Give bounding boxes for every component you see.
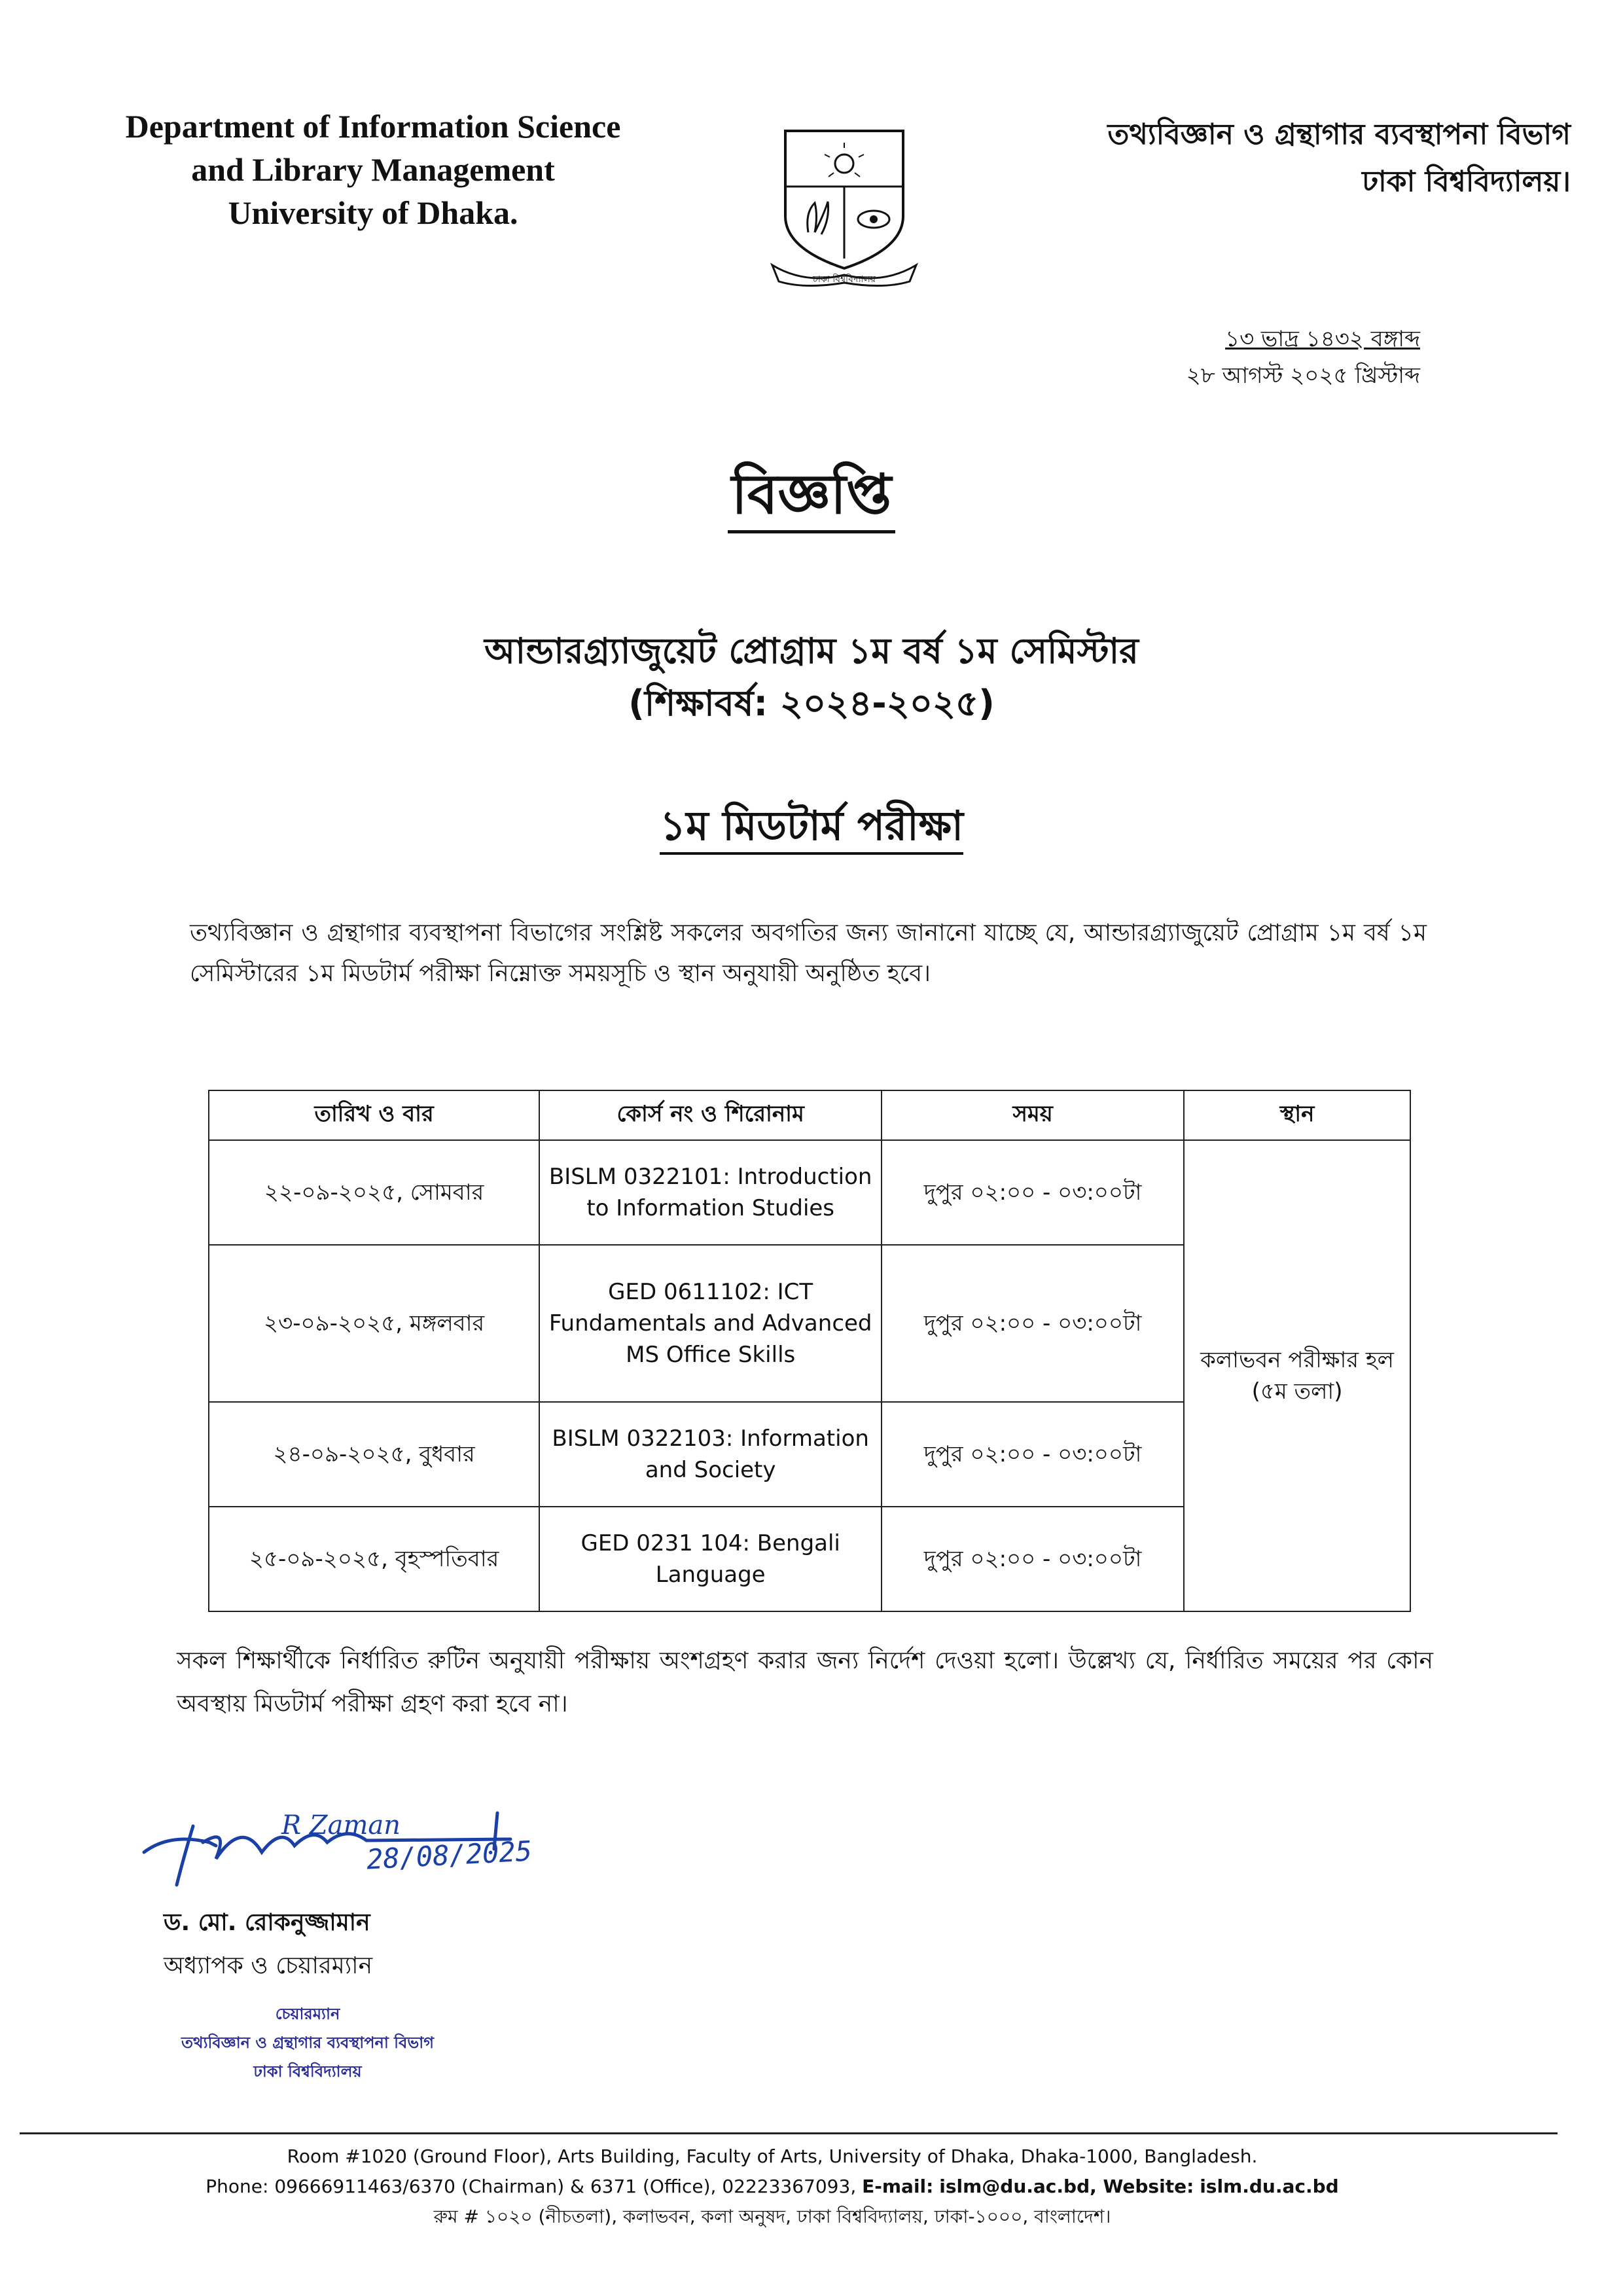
course-cell: GED 0611102: ICT Fundamentals and Advanced MS Office Skills	[539, 1245, 882, 1402]
exam-title-text: ১ম মিডটার্ম পরীক্ষা	[660, 802, 963, 855]
exam-title	[0, 795, 1623, 863]
bangla-letterhead-line: ঢাকা বিশ্ববিদ্যালয়।	[1362, 165, 1571, 198]
website-link[interactable]: islm.du.ac.bd	[1200, 2176, 1339, 2197]
english-letterhead-line: Department of Information Science	[125, 108, 621, 145]
course-cell: BISLM 0322101: Introduction to Information Studies	[539, 1140, 882, 1245]
signature-name-handwriting: R Zaman	[281, 1810, 401, 1840]
intro-paragraph: তথ্যবিজ্ঞান ও গ্রন্থাগার ব্যবস্থাপনা বিভাগের সংশ্লিষ্ট সকলের অবগতির জন্য জানানো যাচ্ছে যে, আন্ডারগ্র্যাজুয়েট প্রোগ্রাম ১ম বর্ষ ১ম সেমিস্টারের ১ম মিডটার্ম পরীক্ষা নিম্নোক্ত সময়সূচি ও স্থান অনুযায়ী অনুষ্ঠিত হবে।	[190, 920, 1427, 987]
time-cell: দুপুর ০২:০০ - ০৩:০০টা	[882, 1507, 1184, 1611]
bangla-calendar-date: ১৩ ভাদ্র ১৪৩২ বঙ্গাব্দ	[1225, 326, 1420, 352]
date-cell: ২৩-০৯-২০২৫, মঙ্গলবার	[209, 1245, 539, 1402]
english-letterhead-line: University of Dhaka.	[228, 194, 518, 231]
signature-date: 28/08/2025	[365, 1835, 533, 1876]
program-heading	[0, 625, 1623, 730]
time-cell: দুপুর ০২:০০ - ০৩:০০টা	[882, 1402, 1184, 1507]
program-line: আন্ডারগ্র্যাজুয়েট প্রোগ্রাম ১ম বর্ষ ১ম সেমিস্টার	[484, 630, 1139, 672]
header-course: কোর্স নং ও শিরোনাম	[539, 1090, 882, 1140]
notice-title	[0, 452, 1623, 544]
notice-title-text: বিজ্ঞপ্তি	[728, 462, 895, 533]
gregorian-date: ২৮ আগস্ট ২০২৫ খ্রিস্টাব্দ	[1186, 363, 1420, 389]
time-cell: দুপুর ০২:০০ - ০৩:০০টা	[882, 1140, 1184, 1245]
email-link[interactable]: islm@du.ac.bd	[939, 2176, 1090, 2197]
time-cell: দুপুর ০২:০০ - ০৩:০০টা	[882, 1245, 1184, 1402]
course-cell: GED 0231 104: Bengali Language	[539, 1507, 882, 1611]
venue-cell: কলাভবন পরীক্ষার হল (৫ম তলা)	[1184, 1140, 1410, 1611]
bangla-letterhead	[929, 111, 1571, 206]
exam-schedule-table	[208, 1090, 1411, 1612]
bangla-letterhead-line: তথ্যবিজ্ঞান ও গ্রন্থাগার ব্যবস্থাপনা বিভাগ	[1107, 118, 1571, 151]
header-date: তারিখ ও বার	[209, 1090, 539, 1140]
signatory-designation: অধ্যাপক ও চেয়ারম্যান	[164, 1952, 373, 1979]
stamp-line: চেয়ারম্যান	[275, 2005, 340, 2023]
footer-contact: Phone: 09666911463/6370 (Chairman) & 6371 (Office), 02223367093, E-mail: islm@du.ac.bd, Website: islm.du.ac.bd	[205, 2176, 1339, 2197]
date-cell: ২২-০৯-২০২৫, সোমবার	[209, 1140, 539, 1245]
session-line: (শিক্ষাবর্ষ: ২০২৪-২০২৫)	[628, 683, 995, 724]
signatory-name: ড. মো. রোকনুজ্জামান	[164, 1909, 370, 1936]
signatory	[164, 1901, 372, 1988]
table-row	[209, 1140, 1410, 1245]
website-label: Website:	[1103, 2176, 1194, 2197]
stamp-line: ঢাকা বিশ্ববিদ্যালয়	[253, 2062, 362, 2081]
logo-motto: ঢাকা বিশ্ববিদ্যালয়	[812, 274, 876, 285]
notice-date	[982, 321, 1420, 394]
table-header-row	[209, 1090, 1410, 1140]
stamp-line: তথ্যবিজ্ঞান ও গ্রন্থাগার ব্যবস্থাপনা বিভাগ	[181, 2034, 434, 2052]
footer-divider	[20, 2132, 1558, 2134]
footer-phone: Phone: 09666911463/6370 (Chairman) & 6371 (Office), 02223367093,	[205, 2176, 863, 2197]
date-cell: ২৪-০৯-২০২৫, বুধবার	[209, 1402, 539, 1507]
english-letterhead	[59, 105, 687, 234]
header-time: সময়	[882, 1090, 1184, 1140]
official-stamp	[160, 2000, 455, 2086]
course-cell: BISLM 0322103: Information and Society	[539, 1402, 882, 1507]
header-venue: স্থান	[1184, 1090, 1410, 1140]
footer-bangla-address: রুম # ১০২০ (নীচতলা), কলাভবন, কলা অনুষদ, ঢাকা বিশ্ববিদ্যালয়, ঢাকা-১০০০, বাংলাদেশ।	[433, 2206, 1111, 2227]
footer	[39, 2142, 1505, 2232]
footer-address: Room #1020 (Ground Floor), Arts Building, Faculty of Arts, University of Dhaka, Dhaka-1000, Bangladesh.	[287, 2145, 1258, 2167]
date-cell: ২৫-০৯-২০২৫, বৃহস্পতিবার	[209, 1507, 539, 1611]
english-letterhead-line: and Library Management	[191, 151, 555, 188]
email-label: E-mail:	[862, 2176, 934, 2197]
instruction-paragraph: সকল শিক্ষার্থীকে নির্ধারিত রুটিন অনুযায়ী পরীক্ষায় অংশগ্রহণ করার জন্য নির্দেশ দেওয়া হলো। উল্লেখ্য যে, নির্ধারিত সময়ের পর কোন অবস্থায় মিডটার্ম পরীক্ষা গ্রহণ করা হবে না।	[177, 1647, 1433, 1717]
university-logo	[766, 118, 923, 288]
